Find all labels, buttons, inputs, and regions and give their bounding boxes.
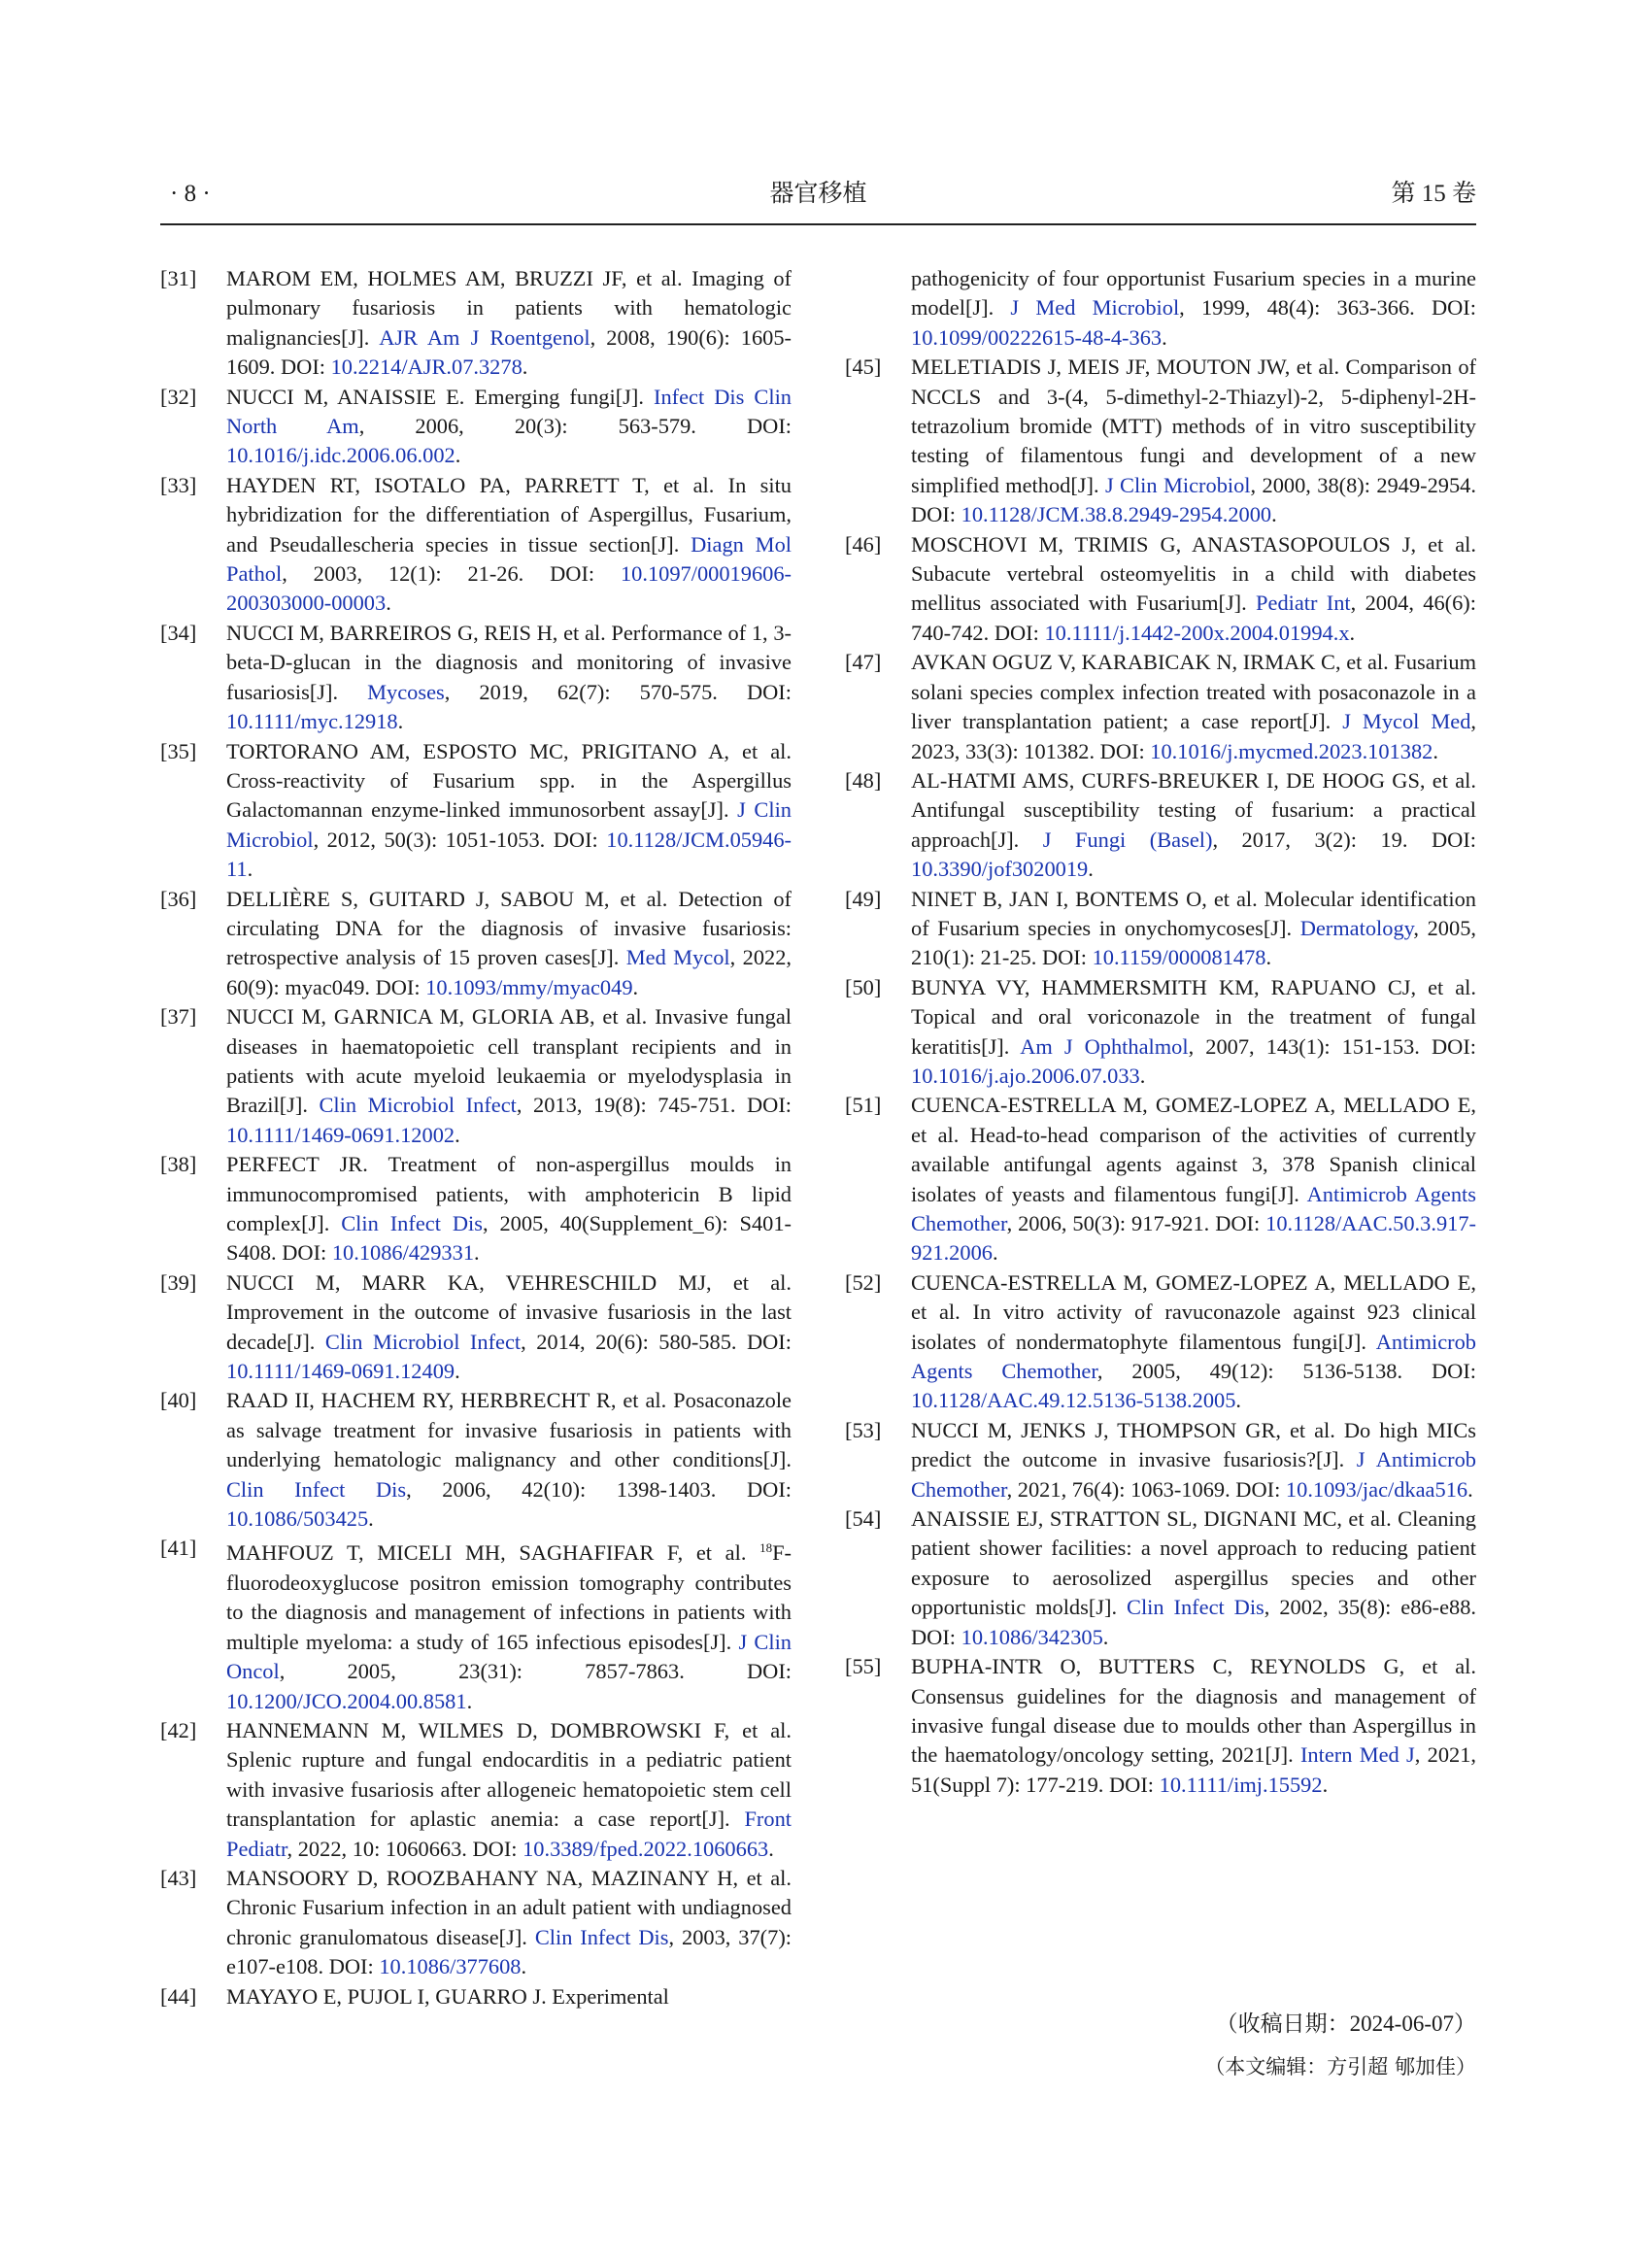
reference-item [160,1268,792,1387]
journal-link[interactable]: J Med Microbiol [1010,295,1180,321]
reference-end: . [1102,1624,1109,1649]
journal-link[interactable]: Am J Ophthalmol [1020,1033,1189,1059]
reference-text: NINET B, JAN I, BONTEMS O, et al. Molecular identification of Fusarium species in onychomycoses[J]. [911,886,1476,940]
reference-item [160,1386,792,1534]
reference-item [845,885,1476,973]
reference-item [845,530,1476,649]
reference-text: CUENCA-ESTRELLA M, GOMEZ-LOPEZ A, MELLADO E, et al. In vitro activity of ravuconazole against 923 clinical isolates of nondermatophyte filamentous fungi[J]. [911,1269,1476,1354]
reference-end: . [632,974,639,999]
doi-link[interactable]: 10.1111/imj.15592 [1159,1772,1323,1797]
reference-number: [55] [845,1654,882,1679]
journal-link[interactable]: Clin Infect Dis [1127,1595,1264,1620]
reference-number: [47] [845,650,882,675]
reference-number: [44] [160,1983,197,2009]
journal-link[interactable]: AJR Am J Roentgenol [379,324,590,350]
reference-end: . [397,709,404,734]
reference-text: MAHFOUZ T, MICELI MH, SAGHAFIFAR F, et al. [226,1540,760,1566]
reference-number: [32] [160,384,197,409]
reference-number: [54] [845,1506,882,1532]
doi-link[interactable]: 10.1016/j.idc.2006.06.002 [226,443,455,468]
doi-link[interactable]: 10.2214/AJR.07.3278 [330,355,523,380]
journal-link[interactable]: J Antimicrob Chemother [911,1447,1476,1502]
doi-link[interactable]: 10.1016/j.ajo.2006.07.033 [911,1063,1140,1088]
reference-end: . [1162,324,1167,350]
reference-details: , 2003, 12(1): 21-26. DOI: [282,561,621,587]
journal-link[interactable]: Pediatr Int [1256,591,1351,616]
reference-details: , 1999, 48(4): 363-366. DOI: [1179,295,1476,321]
reference-number: [46] [845,531,882,557]
reference-item [160,1864,792,1982]
journal-link[interactable]: Clin Infect Dis [226,1476,407,1502]
doi-link[interactable]: 10.1086/342305 [961,1624,1103,1649]
reference-details: , 2003, 37(7): e107-e108. DOI: [226,1924,792,1979]
references-right-column [845,264,1476,1800]
journal-link[interactable]: Antimicrob Agents Chemother [911,1329,1476,1384]
reference-text: NUCCI M, ANAISSIE E. Emerging fungi[J]. [226,384,654,409]
reference-item [845,353,1476,529]
page-number: · 8 · [170,181,211,207]
reference-number: [33] [160,472,197,497]
journal-link[interactable]: Clin Infect Dis [534,1924,669,1949]
doi-link[interactable]: 10.1128/JCM.38.8.2949-2954.2000 [961,502,1272,527]
reference-item [160,471,792,619]
reference-text: NUCCI M, GARNICA M, GLORIA AB, et al. Invasive fungal diseases in haematopoietic cell transplant recipients and in patients with acute myeloid leukaemia or myelodysplasia in Brazil[J]. [226,1004,792,1118]
reference-text: DELLIÈRE S, GUITARD J, SABOU M, et al. Detection of circulating DNA for the diagnosis of invasive fusariosis: retrospective analysis of 15 proven cases[J]. [226,886,792,970]
reference-text: NUCCI M, BARREIROS G, REIS H, et al. Performance of 1, 3-beta-D-glucan in the diagnosis and monitoring of invasive fusariosis[J]. [226,620,792,704]
reference-text: MAYAYO E, PUJOL I, GUARRO J. Experimental [226,1983,669,2009]
reference-item [845,1652,1476,1800]
doi-link[interactable]: 10.1111/1469-0691.12002 [226,1122,455,1147]
reference-text: NUCCI M, JENKS J, THOMPSON GR, et al. Do high MICs predict the outcome in invasive fusariosis?[J]. [911,1417,1476,1472]
reference-number: [51] [845,1093,882,1118]
journal-link[interactable]: Infect Dis Clin North Am [226,384,792,439]
reference-end: . [386,591,391,616]
reference-details: , 2004, 46(6): 740-742. DOI: [911,591,1476,645]
doi-link[interactable]: 10.1128/AAC.49.12.5136-5138.2005 [911,1388,1236,1413]
reference-details: , 2008, 190(6): 1605-1609. DOI: [226,324,792,380]
doi-link[interactable]: 10.1200/JCO.2004.00.8581 [226,1688,467,1713]
reference-text: NUCCI M, MARR KA, VEHRESCHILD MJ, et al. Improvement in the outcome of invasive fusariosis in the last decade[J]. [226,1269,792,1354]
reference-item [160,1716,792,1864]
doi-link[interactable]: 10.1016/j.mycmed.2023.101382 [1150,738,1433,763]
reference-details: , 2014, 20(6): 580-585. DOI: [521,1329,792,1354]
reference-end: . [466,1688,473,1713]
reference-details: , 2007, 143(1): 151-153. DOI: [1188,1033,1476,1059]
journal-link[interactable]: Clin Microbiol Infect [324,1329,522,1354]
reference-details: , 2022, 10: 1060663. DOI: [287,1836,523,1861]
reference-item [160,619,792,737]
reference-number: [38] [160,1152,197,1177]
reference-text: TORTORANO AM, ESPOSTO MC, PRIGITANO A, et al. Cross-reactivity of Fusarium spp. in the Aspergillus Galactomannan enzyme-linked immunosorbent assay[J]. [226,738,792,823]
reference-item [845,1091,1476,1267]
reference-end: . [521,1954,527,1979]
reference-number: [37] [160,1004,197,1030]
reference-details: , 2005, 49(12): 5136-5138. DOI: [1096,1359,1476,1384]
reference-details: , 2000, 38(8): 2949-2954. DOI: [911,472,1476,527]
journal-link[interactable]: Antimicrob Agents Chemother [911,1181,1476,1235]
doi-link[interactable]: 10.1093/jac/dkaa516 [1285,1476,1468,1502]
reference-text: BUPHA-INTR O, BUTTERS C, REYNOLDS G, et al. Consensus guidelines for the diagnosis and management of invasive fungal disease due to moulds other than Aspergillus in the haematology/oncology setting, 2021[J]. [911,1654,1476,1768]
reference-item [160,1150,792,1268]
reference-end: . [1088,857,1094,882]
journal-link[interactable]: J Clin Oncol [226,1629,792,1684]
reference-text: AL-HATMI AMS, CURFS-BREUKER I, DE HOOG GS, et al. Antifungal susceptibility testing of fusarium: a practical approach[J]. [911,767,1476,852]
journal-link[interactable]: Diagn Mol Pathol [226,531,792,587]
journal-link[interactable]: Clin Infect Dis [341,1211,483,1235]
reference-item [845,648,1476,766]
reference-text: PERFECT JR. Treatment of non-aspergillus moulds in immunocompromised patients, with amphotericin B lipid complex[J]. [226,1152,792,1235]
doi-link[interactable]: 10.1099/00222615-48-4-363 [911,324,1163,350]
reference-end: . [1139,1063,1146,1088]
doi-link[interactable]: 10.1086/377608 [379,1954,522,1979]
reference-item [845,1504,1476,1652]
doi-link[interactable]: 10.1086/503425 [226,1506,369,1532]
reference-details: , 2006, 20(3): 563-579. DOI: [358,414,792,439]
reference-end: . [1467,1476,1473,1502]
reference-text: ANAISSIE EJ, STRATTON SL, DIGNANI MC, et al. Cleaning patient shower facilities: a novel approach to reducing patient exposure to aerosolized aspergillus species and other opportunistic molds[J]. [911,1506,1476,1620]
journal-link[interactable]: J Clin Microbiol [226,797,792,852]
reference-number: [52] [845,1269,882,1295]
reference-end: . [992,1240,998,1266]
reference-item [845,766,1476,885]
doi-link[interactable]: 10.1097/00019606-200303000-00003 [226,561,792,616]
reference-end: . [455,1359,460,1384]
reference-end: . [247,857,253,882]
reference-details: , 2021, 76(4): 1063-1069. DOI: [1006,1476,1286,1502]
reference-number: [42] [160,1717,197,1742]
reference-number: [53] [845,1417,882,1442]
reference-details: , 2023, 33(3): 101382. DOI: [911,709,1476,763]
journal-link[interactable]: Intern Med J [1299,1742,1415,1768]
reference-text: MELETIADIS J, MEIS JF, MOUTON JW, et al. Comparison of NCCLS and 3-(4, 5-dimethyl-2-Thiazyl)-2, 5-diphenyl-2H-tetrazolium bromide (MTT) methods of in vitro susceptibility testing of filamentous fungi and development of a new simplified method[J]. [911,355,1476,497]
reference-details: , 2022, 60(9): myac049. DOI: [226,945,792,999]
reference-number: [40] [160,1388,197,1413]
reference-number: [39] [160,1269,197,1295]
journal-link[interactable]: J Fungi (Basel) [1042,827,1213,852]
reference-end: . [368,1506,374,1532]
reference-end: . [768,1836,774,1861]
doi-link[interactable]: 10.1093/mmy/myac049 [425,974,633,999]
journal-link[interactable]: Front Pediatr [226,1807,792,1861]
reference-item [845,1416,1476,1504]
doi-link[interactable]: 10.3389/fped.2022.1060663 [523,1836,769,1861]
reference-end: . [1322,1772,1329,1797]
doi-link[interactable]: 10.1159/000081478 [1092,945,1266,970]
reference-number: [43] [160,1865,197,1890]
reference-number: [49] [845,886,882,911]
reference-details: , 2006, 50(3): 917-921. DOI: [1006,1211,1266,1235]
reference-item [160,885,792,1003]
reference-text: HAYDEN RT, ISOTALO PA, PARRETT T, et al. In situ hybridization for the differentiation of Aspergillus, Fusarium, and Pseudallescheria species in tissue section[J]. [226,472,792,557]
reference-end: . [1271,502,1277,527]
doi-link[interactable]: 10.1111/myc.12918 [226,709,398,734]
journal-link[interactable]: Dermatology [1299,915,1414,940]
reference-details: , 2021, 51(Suppl 7): 177-219. DOI: [911,1742,1477,1797]
reference-item [845,973,1476,1092]
reference-details: , 2005, 40(Supplement_6): S401-S408. DOI: [226,1211,792,1266]
reference-text: MANSOORY D, ROOZBAHANY NA, MAZINANY H, et al. Chronic Fusarium infection in an adult patient with undiagnosed chronic granulomatous disease[J]. [226,1865,792,1949]
reference-number: [45] [845,355,882,380]
reference-continuation [845,264,1476,353]
reference-details: , 2017, 3(2): 19. DOI: [1212,827,1477,852]
reference-details: , 2012, 50(3): 1051-1053. DOI: [313,827,607,852]
reference-number: [41] [160,1536,197,1561]
doi-link[interactable]: 10.1111/1469-0691.12409 [226,1359,455,1384]
reference-item [845,1268,1476,1416]
journal-link[interactable]: Med Mycol [625,945,730,970]
journal-link[interactable]: J Mycol Med [1342,709,1471,734]
reference-text: pathogenicity of four opportunist Fusarium species in a murine model[J]. [911,266,1476,321]
journal-link[interactable]: Clin Microbiol Infect [319,1093,517,1118]
reference-text: MOSCHOVI M, TRIMIS G, ANASTASOPOULOS J, et al. Subacute vertebral osteomyelitis in a child with diabetes mellitus associated with Fusarium[J]. [911,531,1476,616]
doi-link[interactable]: 10.1086/429331 [331,1240,475,1266]
reference-item [160,264,792,383]
journal-title: 器官移植 [769,181,867,207]
reference-end: . [1265,945,1272,970]
reference-text: AVKAN OGUZ V, KARABICAK N, IRMAK C, et al. Fusarium solani species complex infection treated with posaconazole in a liver transplantation patient; a case report[J]. [911,650,1476,734]
reference-text: MAROM EM, HOLMES AM, BRUZZI JF, et al. Imaging of pulmonary fusariosis in patients with hematologic malignancies[J]. [226,266,792,350]
reference-details: , 2005, 210(1): 21-25. DOI: [911,915,1476,970]
reference-number: [48] [845,767,882,793]
reference-details: , 2019, 62(7): 570-575. DOI: [444,679,792,704]
reference-end: . [522,355,528,380]
reference-end: . [474,1240,480,1266]
reference-details: , 2002, 35(8): e86-e88. DOI: [911,1595,1477,1649]
reference-text: CUENCA-ESTRELLA M, GOMEZ-LOPEZ A, MELLADO E, et al. Head-to-head comparison of the activities of currently available antifungal agents against 3, 378 Spanish clinical isolates of yeasts and filamentous fungi[J]. [911,1093,1476,1206]
volume-label: 第 15 卷 [1391,181,1476,207]
reference-details: , 2005, 23(31): 7857-7863. DOI: [279,1659,792,1684]
reference-number: [36] [160,886,197,911]
reference-text: F-fluorodeoxyglucose positron emission tomography contributes to the diagnosis and management of infections in patients with multiple myeloma: a study of 165 infectious episodes[J]. [226,1540,792,1654]
received-date: （收稿日期：2024-06-07） [1215,2011,1476,2036]
reference-end: . [1433,738,1438,763]
reference-end: . [455,1122,460,1147]
references-left-column [160,264,792,2011]
reference-item [160,1982,792,2011]
reference-number: [50] [845,974,882,999]
doi-link[interactable]: 10.1111/j.1442-200x.2004.01994.x [1044,620,1350,645]
reference-number: [34] [160,620,197,645]
superscript: 18 [759,1540,773,1556]
doi-link[interactable]: 10.1128/JCM.05946-11 [226,827,792,882]
reference-end: . [1235,1388,1242,1413]
reference-number: [35] [160,738,197,763]
reference-text: BUNYA VY, HAMMERSMITH KM, RAPUANO CJ, et al. Topical and oral voriconazole in the treatment of fungal keratitis[J]. [911,974,1476,1059]
reference-item [160,737,792,885]
editor-credits: （本文编辑：方引超 郇加佳） [1204,2055,1476,2078]
journal-link[interactable]: Mycoses [367,679,445,704]
reference-text: RAAD II, HACHEM RY, HERBRECHT R, et al. Posaconazole as salvage treatment for invasive fusariosis in patients with underlying hematologic malignancy and other conditions[J]. [226,1388,792,1472]
reference-text: HANNEMANN M, WILMES D, DOMBROWSKI F, et al. Splenic rupture and fungal endocarditis in a pediatric patient with invasive fusariosis after allogeneic hematopoietic stem cell transplantation for aplastic anemia: a case report[J]. [226,1717,792,1832]
reference-details: , 2013, 19(8): 745-751. DOI: [516,1093,792,1118]
reference-end: . [1349,620,1356,645]
doi-link[interactable]: 10.3390/jof3020019 [911,857,1089,882]
journal-link[interactable]: J Clin Microbiol [1104,472,1251,497]
reference-details: , 2006, 42(10): 1398-1403. DOI: [406,1476,792,1502]
reference-number: [31] [160,266,197,290]
reference-item [160,1534,792,1715]
reference-item [160,1002,792,1150]
reference-end: . [455,443,461,468]
reference-item [160,383,792,471]
doi-link[interactable]: 10.1128/AAC.50.3.917-921.2006 [911,1211,1476,1266]
page-header [160,175,1476,225]
